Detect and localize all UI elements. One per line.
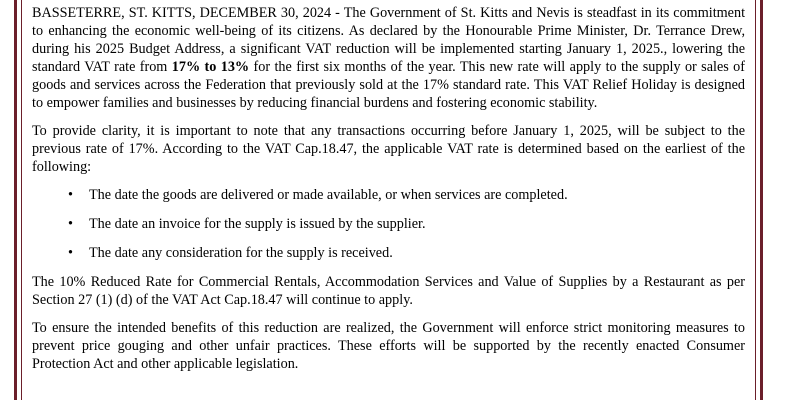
list-item — [32, 186, 745, 204]
bullet-icon: • — [68, 187, 73, 203]
dateline: BASSETERRE, ST. KITTS, DECEMBER 30, 2024 - — [32, 5, 340, 21]
list-item — [32, 244, 745, 262]
intro-text-1: The Government of St. Kitts and Nevis is steadfast in its commitment to enhancing the economic well-being of its citizens. As declared by the Honourable Prime Minister, Dr. Terrance Drew, during his 2025 Budget Address, a significant VAT reduction will be implemented starting January 1, 2025., lowering the standard VAT rate from — [32, 5, 746, 75]
bullet-icon: • — [68, 216, 73, 232]
reduced-rate-paragraph: The 10% Reduced Rate for Commercial Rentals, Accommodation Services and Value of Supplies by a Restaurant as per Section 27 (1) (d) of the VAT Act Cap.18.47 will continue to apply. — [32, 274, 745, 308]
list-item-text: The date any consideration for the supply is received. — [89, 245, 393, 261]
list-item-text: The date the goods are delivered or made available, or when services are completed. — [89, 187, 568, 203]
enforcement-paragraph: To ensure the intended benefits of this reduction are realized, the Government will enforce strict monitoring measures to prevent price gouging and other unfair practices. These efforts will be supported by the recently enacted Consumer Protection Act and other applicable legislation. — [32, 320, 745, 372]
list-item — [32, 215, 745, 233]
press-release-body — [32, 4, 745, 383]
clarity-paragraph: To provide clarity, it is important to note that any transactions occurring before January 1, 2025, will be subject to the previous rate of 17%. According to the VAT Cap.18.47, the applicable VAT rate is determined based on the earliest of the following: — [32, 123, 745, 175]
intro-text-2: for the first six months of the year. This new rate will apply to the supply or sales of goods and services across the Federation that previously sold at the 17% standard rate. This VAT Relief Holiday is designed to empower families and businesses by reducing financial burdens and fostering economic stability. — [32, 59, 745, 111]
list-item-text: The date an invoice for the supply is issued by the supplier. — [89, 216, 426, 232]
intro-paragraph — [32, 4, 745, 112]
vat-rate-change: 17% to 13% — [171, 59, 250, 75]
bullet-icon: • — [68, 245, 73, 261]
vat-date-criteria-list — [32, 186, 745, 262]
